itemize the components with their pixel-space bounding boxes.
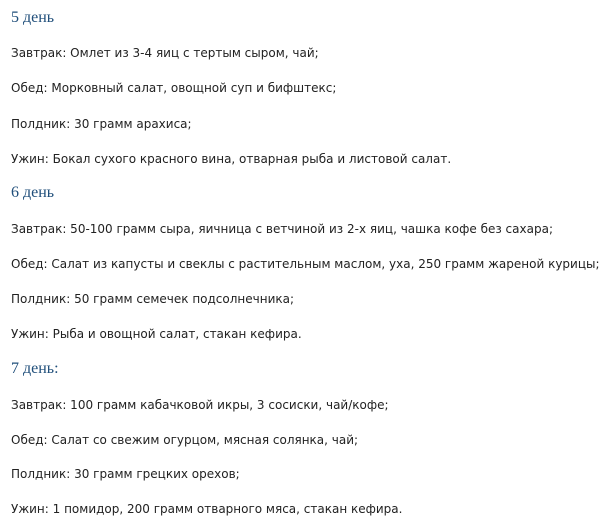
day-7-lunch: Обед: Салат со свежим огурцом, мясная солянка, чай; bbox=[11, 433, 359, 447]
day-6-dinner: Ужин: Рыба и овощной салат, стакан кефира. bbox=[11, 327, 302, 341]
day-6-heading: 6 день bbox=[11, 184, 55, 201]
day-5-snack: Полдник: 30 грамм арахиса; bbox=[11, 117, 192, 131]
day-5-dinner: Ужин: Бокал сухого красного вина, отварная рыба и листовой салат. bbox=[11, 152, 452, 166]
day-5-lunch: Обед: Морковный салат, овощной суп и бифштекс; bbox=[11, 81, 337, 95]
day-6-breakfast: Завтрак: 50-100 грамм сыра, яичница с ветчиной из 2-х яиц, чашка кофе без сахара; bbox=[11, 222, 553, 236]
day-5-breakfast: Завтрак: Омлет из 3-4 яиц с тертым сыром, чай; bbox=[11, 46, 319, 60]
day-7-dinner: Ужин: 1 помидор, 200 грамм отварного мяса, стакан кефира. bbox=[11, 502, 403, 516]
day-6-snack: Полдник: 50 грамм семечек подсолнечника; bbox=[11, 292, 295, 306]
day-6-lunch: Обед: Салат из капусты и свеклы с растительным маслом, уха, 250 грамм жареной курицы; bbox=[11, 257, 600, 271]
day-7-breakfast: Завтрак: 100 грамм кабачковой икры, 3 сосиски, чай/кофе; bbox=[11, 398, 389, 412]
day-5-heading: 5 день bbox=[11, 9, 55, 26]
day-7-heading: 7 день: bbox=[11, 360, 59, 377]
day-7-snack: Полдник: 30 грамм грецких орехов; bbox=[11, 467, 240, 481]
